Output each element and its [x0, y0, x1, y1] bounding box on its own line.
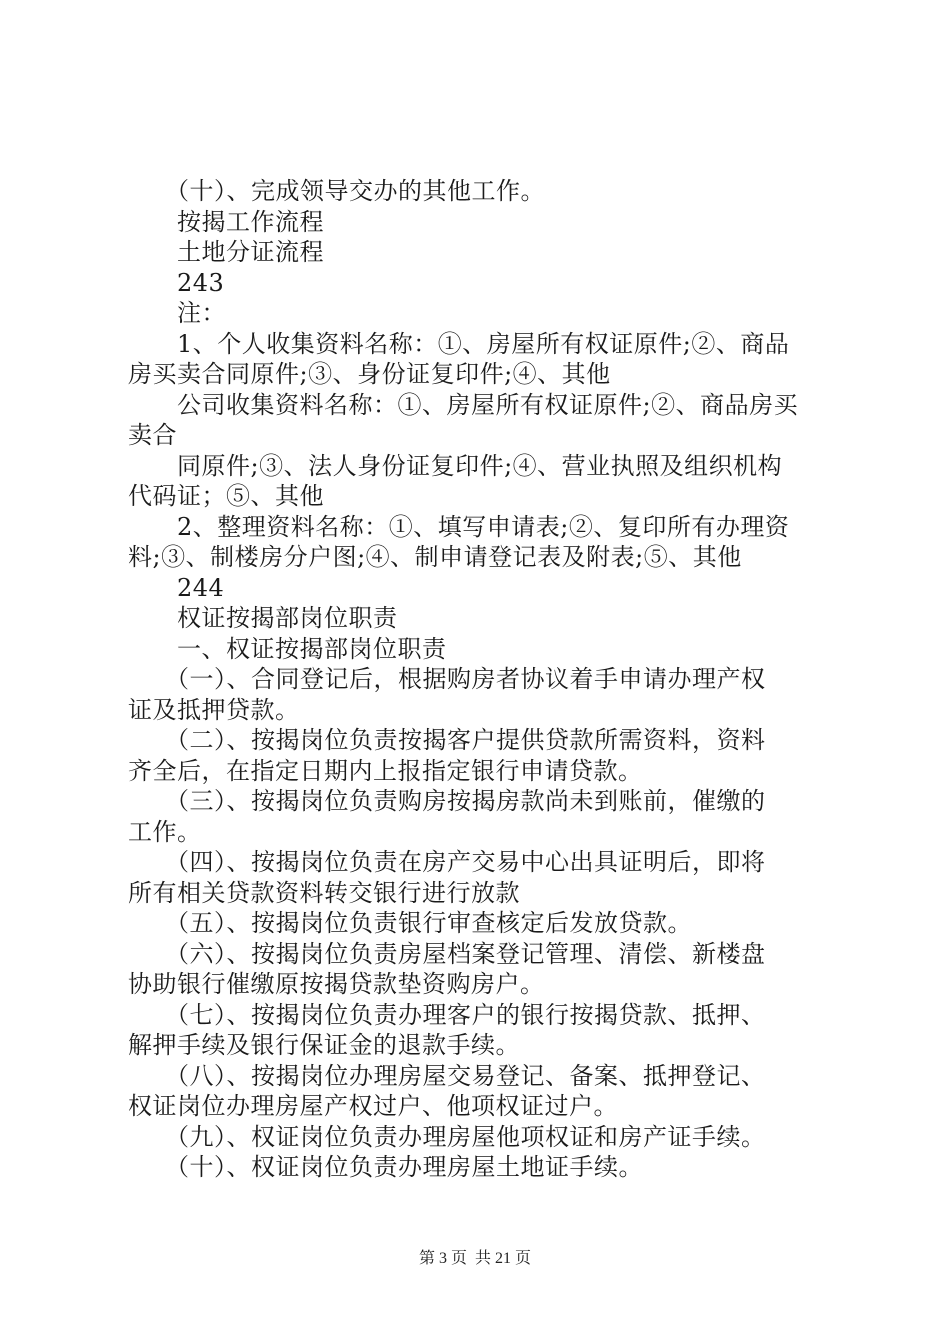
text-line: 公司收集资料名称：①、房屋所有权证原件;②、商品房买: [128, 390, 799, 419]
text-line: （六）、按揭岗位负责房屋档案登记管理、清偿、新楼盘: [128, 939, 766, 968]
text-line: （七）、按揭岗位负责办理客户的银行按揭贷款、抵押、: [128, 1000, 766, 1029]
text-line: 卖合: [128, 421, 177, 449]
section-heading: 一、权证按揭部岗位职责: [128, 634, 447, 663]
text-line: （八）、按揭岗位办理房屋交易登记、备案、抵押登记、: [128, 1061, 766, 1090]
text-line: （一）、合同登记后，根据购房者协议着手申请办理产权: [128, 665, 766, 693]
note-label: 注：: [128, 299, 226, 327]
text-line: 所有相关贷款资料转交银行进行放款: [128, 878, 520, 907]
text-line: 同原件;③、法人身份证复印件;④、营业执照及组织机构: [128, 451, 783, 480]
text-line: （四）、按揭岗位负责在房产交易中心出具证明后，即将: [128, 848, 766, 876]
text-line: 料;③、制楼房分户图;④、制申请登记表及附表;⑤、其他: [128, 543, 742, 571]
text-line: （三）、按揭岗位负责购房按揭房款尚未到账前，催缴的: [128, 787, 766, 815]
text-line: 解押手续及银行保证金的退款手续。: [128, 1031, 520, 1059]
text-line: （二）、按揭岗位负责按揭客户提供贷款所需资料，资料: [128, 726, 766, 754]
section-heading: 按揭工作流程: [128, 207, 324, 236]
text-line: 代码证；⑤、其他: [128, 482, 324, 510]
text-line: （十）、完成领导交办的其他工作。: [128, 177, 545, 205]
page-number-marker: 244: [128, 573, 225, 602]
text-line: 1、个人收集资料名称：①、房屋所有权证原件;②、商品: [128, 329, 790, 358]
text-line: 2、整理资料名称：①、填写申请表;②、复印所有办理资: [128, 512, 790, 541]
text-line: 房买卖合同原件;③、身份证复印件;④、其他: [128, 360, 611, 388]
text-line: （五）、按揭岗位负责银行审查核定后发放贷款。: [128, 909, 692, 937]
text-line: 协助银行催缴原按揭贷款垫资购房户。: [128, 970, 545, 998]
page-footer: 第 3 页 共 21 页: [418, 1250, 531, 1267]
section-heading: 权证按揭部岗位职责: [128, 604, 398, 632]
text-line: 工作。: [128, 817, 202, 846]
text-line: 权证岗位办理房屋产权过户、他项权证过户。: [128, 1092, 618, 1120]
text-line: 证及抵押贷款。: [128, 695, 300, 724]
document-body: [128, 176, 838, 1183]
page-number-marker: 243: [128, 268, 225, 297]
text-line: （十）、权证岗位负责办理房屋土地证手续。: [128, 1153, 643, 1181]
text-line: 齐全后，在指定日期内上报指定银行申请贷款。: [128, 756, 643, 785]
section-heading: 土地分证流程: [128, 238, 324, 266]
text-line: （九）、权证岗位负责办理房屋他项权证和房产证手续。: [128, 1122, 766, 1151]
